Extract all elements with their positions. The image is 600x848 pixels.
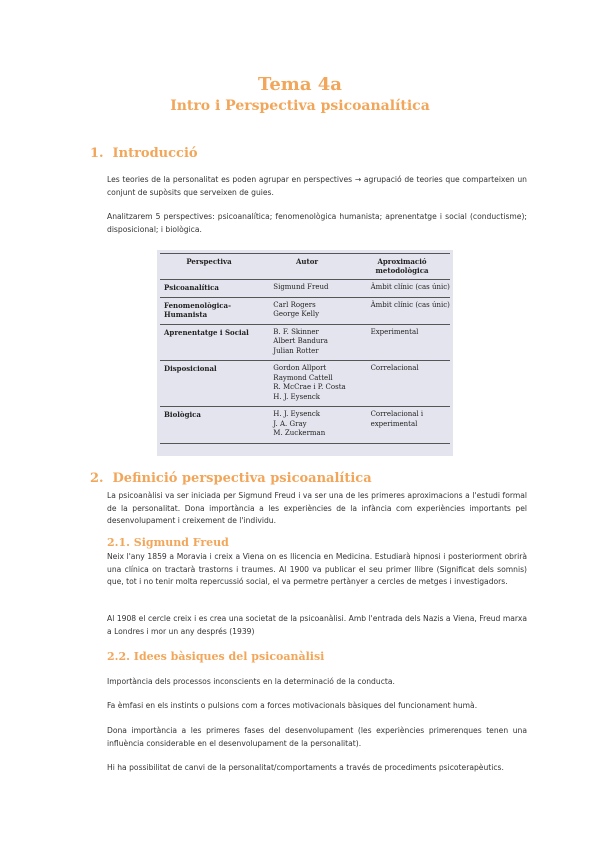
section-heading-definicio <box>90 471 372 486</box>
paragraph: Hi ha possibilitat de canvi de la personalitat/comportaments a través de procediments psicoterapèutics. <box>107 763 504 772</box>
table-cell-autor: H. J. Eysenck J. A. Gray M. Zuckerman <box>273 410 326 437</box>
section-number: 1. <box>90 146 104 161</box>
subsection-heading-idees: 2.2. Idees bàsiques del psicoanàlisi <box>107 650 325 663</box>
page-title: Tema 4a <box>258 74 342 95</box>
table-cell-autor: Gordon Allport Raymond Cattell R. McCrae i P. Costa H. J. Eysenck <box>273 364 346 401</box>
subsection-heading-freud: 2.1. Sigmund Freud <box>107 536 229 549</box>
table-row <box>160 407 450 444</box>
table-row <box>160 325 450 362</box>
table-cell-aproximacio: Correlacional i experimental <box>370 410 424 428</box>
section-heading-introduccio <box>90 146 198 161</box>
table-cell-perspectiva: Aprenentatge i Social <box>164 327 249 337</box>
paragraph: Al 1908 el cercle creix i es crea una societat de la psicoanàlisi. Amb l'entrada dels Nazis a Viena, Freud marxa a Londres i mor un any després (1939) <box>107 614 527 636</box>
table-cell-autor: Sigmund Freud <box>273 283 329 291</box>
section-title: Introducció <box>112 146 198 161</box>
section-number: 2. <box>90 471 104 486</box>
paragraph: Fa èmfasi en els instints o pulsions com a forces motivacionals bàsiques del funcionament humà. <box>107 701 478 710</box>
paragraph: Les teories de la personalitat es poden agrupar en perspectives → agrupació de teories que comparteixen un conjunt de supòsits que serveixen de guies. <box>107 175 527 197</box>
perspectives-table <box>157 250 453 456</box>
paragraph: Neix l'any 1859 a Moravia i creix a Viena on es llicencia en Medicina. Estudiarà hipnosi i posteriorment obrirà una clínica on tractarà trastorns i traumes. Al 1900 va publicar el seu primer llibre (Significat dels somnis) que, tot i no tenir molta repercussió social, el va permetre pertànyer a cercles de metges i investigadors. <box>107 552 527 586</box>
table-cell-aproximacio: Àmbit clínic (cas únic) <box>370 300 450 309</box>
section-title: Definició perspectiva psicoanalítica <box>112 471 372 486</box>
table-cell-autor: Carl Rogers George Kelly <box>273 300 320 318</box>
table-cell-aproximacio: Àmbit clínic (cas únic) <box>370 283 450 291</box>
paragraph: Importància dels processos inconscients en la determinació de la conducta. <box>107 677 395 686</box>
table-header-cell: Perspectiva <box>186 257 232 266</box>
table-row <box>160 361 450 407</box>
paragraph: Dona importància a les primeres fases del desenvolupament (les experiències primerenques tenen una influència considerable en el desenvolupament de la personalitat). <box>107 726 527 748</box>
table-row <box>160 280 450 298</box>
table-cell-aproximacio: Experimental <box>370 327 419 336</box>
paragraph: Analitzarem 5 perspectives: psicoanalítica; fenomenològica humanista; aprenentatge i social (conductisme); disposicional; i biològica. <box>107 212 527 234</box>
table-header-cell: Aproximació metodològica <box>375 257 429 275</box>
table-header-row <box>160 253 450 280</box>
table-cell-perspectiva: Psicoanalítica <box>164 283 219 292</box>
table-cell-perspectiva: Disposicional <box>164 364 217 373</box>
table-cell-autor: B. F. Skinner Albert Bandura Julian Rotter <box>273 327 328 355</box>
table-cell-perspectiva: Biològica <box>164 410 201 419</box>
page-subtitle: Intro i Perspectiva psicoanalítica <box>170 98 430 114</box>
table-row <box>160 298 450 325</box>
table-cell-perspectiva: Fenomenològica- Humanista <box>164 300 232 319</box>
paragraph: La psicoanàlisi va ser iniciada per Sigmund Freud i va ser una de les primeres aproximacions a l'estudi formal de la personalitat. Dona importància a les experiències de la infància com experiències importants pel desenvolupament i creixement de l'individu. <box>107 491 527 525</box>
table-header-cell: Autor <box>295 257 319 266</box>
table-cell-aproximacio: Correlacional <box>370 364 419 372</box>
